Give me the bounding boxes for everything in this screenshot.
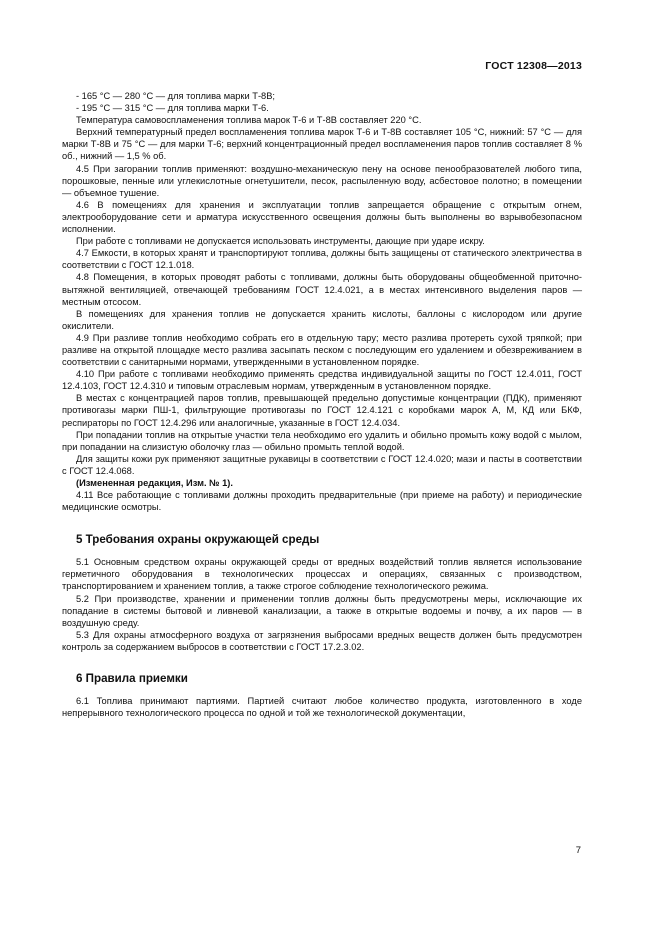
document-body [62,90,582,719]
paragraph: Для защиты кожи рук применяют защитные рукавицы в соответствии с ГОСТ 12.4.020; мази и пасты в соответствии с ГОСТ 12.4.068. [62,453,582,476]
paragraph: 5.3 Для охраны атмосферного воздуха от загрязнения выбросами вредных веществ должен быть предусмотрен контроль за содержанием выбросов в соответствии с ГОСТ 17.2.3.02. [62,629,582,652]
paragraph: 4.7 Емкости, в которых хранят и транспортируют топлива, должны быть защищены от статического электричества в соответствии с ГОСТ 12.1.018. [62,248,582,271]
document-id-header: ГОСТ 12308—2013 [485,60,582,72]
paragraph: При работе с топливами не допускается использовать инструменты, дающие при ударе искру. [76,236,485,247]
paragraph: 5.1 Основным средством охраны окружающей среды от вредных воздействий топлив является использование герметичного оборудования в технологических процессах и операциях, связанных с производством, транспортированием и хранением топлив, а также строгое соблюдение технологического режима. [62,557,582,592]
paragraph: При попадании топлив на открытые участки тела необходимо его удалить и обильно промыть кожу водой с мылом, при попадании на слизистую оболочку глаз — обильно промыть теплой водой. [62,429,582,452]
paragraph: 4.6 В помещениях для хранения и эксплуатации топлив запрещается обращение с открытым огнем, электрооборудование сети и арматура искусственного освещения должны быть выполнены во взрывобезопасном исполнении. [62,199,582,235]
paragraph: В местах с концентрацией паров топлив, превышающей предельно допустимые концентрации (ПДК), применяют противогазы марки ПШ-1, фильтрующие противогазы по ГОСТ 12.4.121 с коробками марок А, М, КД или БКФ, респираторы по ГОСТ 12.4.296 или аналогичные, указанные в ГОСТ 12.4.034. [62,393,582,428]
paragraph: 5.2 При производстве, хранении и применении топлив должны быть предусмотрены меры, исключающие их попадание в системы бытовой и ливневой канализации, а также в открытые водоемы и почву, а их паров — в воздушную среду. [62,593,582,628]
paragraph: Верхний температурный предел воспламенения топлива марок Т-6 и Т-8В составляет 105 °С, нижний: 57 °С — для марки Т-8В и 75 °С — для марки Т-6; верхний концентрационный предел воспламенения паров топлив составляет 8 % об., нижний — 1,5 % об. [62,127,582,162]
paragraph: - 195 °С — 315 °С — для топлива марки Т-6. [76,103,269,114]
section-5-heading: 5 Требования охраны окружающей среды [76,533,320,547]
paragraph: 4.9 При разливе топлив необходимо собрать его в отдельную тару; место разлива протереть сухой тряпкой; при разливе на открытой площадке место разлива засыпать песком с последующим его удалением и обезвреживанием в соответствии с санитарными нормами, утвержденными в установленном порядке. [62,332,582,368]
amendment-note: (Измененная редакция, Изм. № 1). [76,478,233,488]
paragraph: 6.1 Топлива принимают партиями. Партией считают любое количество продукта, изготовленного в ходе непрерывного технологического процесса по одной и той же технологической документации, [62,696,582,719]
page-number: 7 [575,845,581,856]
paragraph: 4.11 Все работающие с топливами должны проходить предварительные (при приеме на работу) и периодические медицинские осмотры. [62,490,582,513]
paragraph: Температура самовоспламенения топлива марок Т-6 и Т-8В составляет 220 °С. [76,115,422,126]
section-6-heading: 6 Правила приемки [76,672,188,686]
paragraph: 4.10 При работе с топливами необходимо применять средства индивидуальной защиты по ГОСТ 12.4.011, ГОСТ 12.4.103, ГОСТ 12.4.310 и типовым отраслевым нормам, утвержденным в установленном порядке. [62,369,582,392]
paragraph: - 165 °С — 280 °С — для топлива марки Т-8В; [76,91,275,101]
paragraph: 4.5 При загорании топлив применяют: воздушно-механическую пену на основе пенообразователей любого типа, порошковые, пенные или углекислотные огнетушители, песок, распыленную воду, асбестовое полотно; в помещении — объемное тушение. [62,163,582,198]
paragraph: В помещениях для хранения топлив не допускается хранить кислоты, баллоны с кислородом или другие окислители. [62,308,582,331]
paragraph: 4.8 Помещения, в которых проводят работы с топливами, должны быть оборудованы общеобменной приточно-вытяжной вентиляцией, отвечающей требованиям ГОСТ 12.4.021, а в местах интенсивного выделения паров — местным отсосом. [62,272,582,307]
